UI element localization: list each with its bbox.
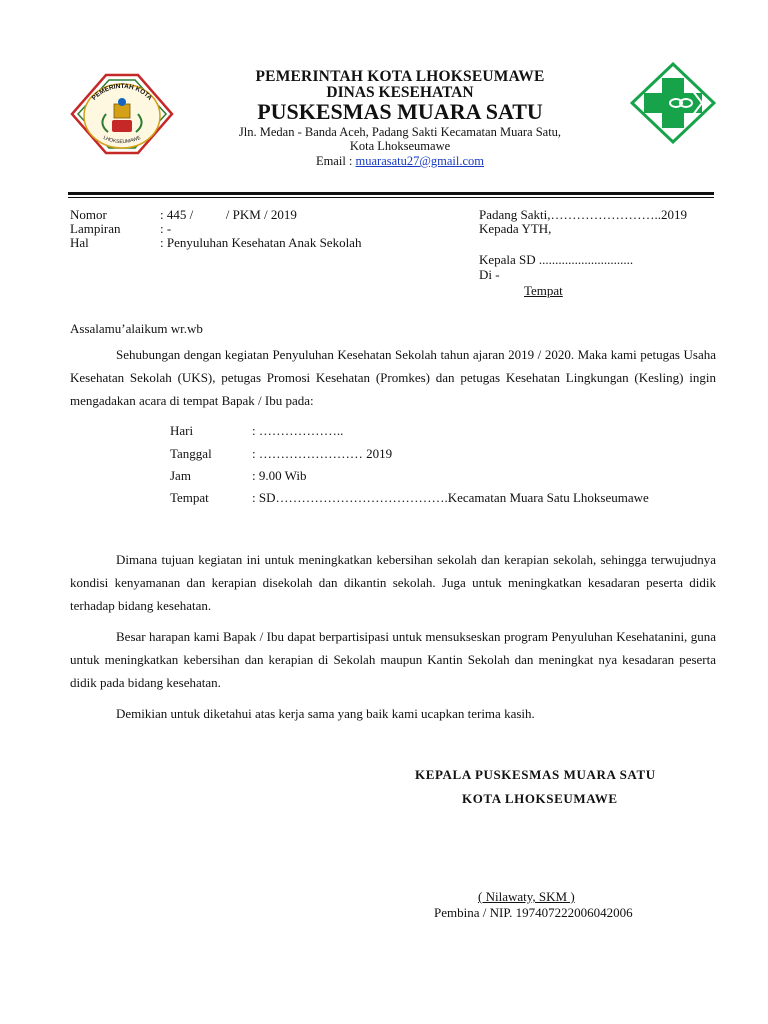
schedule-hari-value: : ……………….. (252, 423, 344, 438)
header-department: DINAS KESEHATAN (326, 84, 474, 101)
city-seal-logo (68, 72, 176, 156)
schedule-tempat-label: Tempat (170, 490, 209, 505)
paragraph-purpose: Dimana tujuan kegiatan ini untuk meningkatkan kebersihan sekolah dan kerapian sekolah, sehingga terwujudnya kondisi kenyamanan dan kerapian disekolah dan dikantin sekolah. Juga untuk meningkatkan kesadaran peserta didik terhadap bidang kesehatan. (70, 552, 716, 613)
header-divider-thin (68, 197, 714, 198)
recipient-to: Kepada YTH, (479, 221, 552, 236)
recipient-name: Kepala SD ............................. (479, 252, 634, 267)
schedule-tanggal-label: Tanggal (170, 446, 212, 461)
header-address-line1: Jln. Medan - Banda Aceh, Padang Sakti Kecamatan Muara Satu, (238, 125, 562, 139)
paragraph-hope: Besar harapan kami Bapak / Ibu dapat berpartisipasi untuk mensukseskan program Penyuluhan Kesehatanini, guna untuk meningkatkan kebersihan dan kerapian di Sekolah maupun Kantin Sekolah dan meningkat nya kesadaran peserta didik pada bidang kesehatan. (70, 629, 716, 690)
header-address-line2: Kota Lhokseumawe (349, 139, 451, 153)
signature-title-line2: KOTA LHOKSEUMAWE (462, 791, 618, 806)
email-link[interactable]: muarasatu27@gmail.com (355, 154, 485, 168)
meta-lampiran-label: Lampiran (70, 221, 121, 236)
header-government: PEMERINTAH KOTA LHOKSEUMAWE (255, 68, 545, 85)
recipient-place: Tempat (524, 283, 563, 298)
header-institution: PUSKESMAS MUARA SATU (257, 99, 543, 124)
schedule-hari-label: Hari (170, 423, 194, 438)
puskesmas-logo (630, 62, 716, 144)
meta-hal-value: : Penyuluhan Kesehatan Anak Sekolah (160, 235, 362, 250)
schedule-jam-label: Jam (170, 468, 191, 483)
paragraph-closing: Demikian untuk diketahui atas kerja sama yang baik kami ucapkan terima kasih. (116, 706, 535, 721)
recipient-di: Di - (479, 267, 500, 282)
header-divider-thick (68, 192, 714, 195)
meta-hal-label: Hal (70, 235, 89, 250)
header-email (200, 154, 600, 169)
signature-nip: Pembina / NIP. 197407222006042006 (434, 905, 633, 920)
seal-top-text: PEMERINTAH KOTA (90, 82, 154, 102)
email-label: Email : (315, 154, 356, 168)
place-date: Padang Sakti,……………………..2019 (479, 207, 687, 222)
greeting: Assalamu’alaikum wr.wb (70, 321, 203, 336)
schedule-jam-value: : 9.00 Wib (252, 468, 307, 483)
paragraph-intro: Sehubungan dengan kegiatan Penyuluhan Kesehatan Sekolah tahun ajaran 2019 / 2020. Maka kami petugas Usaha Kesehatan Sekolah (UKS), petugas Promosi Kesehatan (Promkes) dan petugas Kesehatan Lingkungan (Kesling) ingin mengadakan acara di tempat Bapak / Ibu pada: (70, 347, 716, 408)
signature-name: ( Nilawaty, SKM ) (478, 889, 575, 904)
meta-nomor-label: Nomor (70, 207, 107, 222)
seal-bottom-text: LHOKSEUMAWE (102, 134, 142, 146)
signature-title-line1: KEPALA PUSKESMAS MUARA SATU (415, 767, 656, 782)
schedule-tanggal-value: : …………………… 2019 (252, 446, 393, 461)
meta-lampiran-value: : - (160, 221, 172, 236)
meta-nomor-value: : 445 / / PKM / 2019 (160, 207, 297, 222)
schedule-tempat-value: : SD………………………………….Kecamatan Muara Satu Lhokseumawe (252, 490, 649, 505)
